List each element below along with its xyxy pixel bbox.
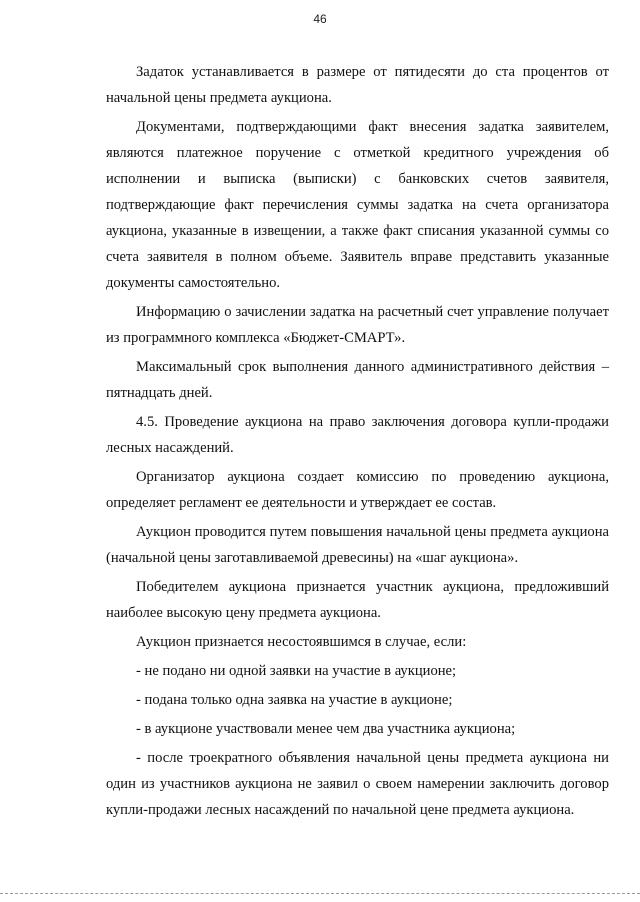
- list-item: - не подано ни одной заявки на участие в аукционе;: [136, 663, 457, 679]
- section-heading-4-5: 4.5. Проведение аукциона на право заключения договора купли-продажи лесных насаждений.: [106, 414, 609, 456]
- paragraph-failed-auction: Аукцион признается несостоявшимся в случае, если:: [136, 634, 467, 650]
- paragraph-commission: Организатор аукциона создает комиссию по проведению аукциона, определяет регламент ее деятельности и утверждает ее состав.: [106, 469, 609, 511]
- list-item: - в аукционе участвовали менее чем два участника аукциона;: [136, 721, 516, 737]
- list-item: - после троекратного объявления начальной цены предмета аукциона ни один из участников аукциона не заявил о своем намерении заключить договор купли-продажи лесных насаждений по начальной цене предмета аукциона.: [106, 750, 609, 818]
- paragraph-deposit-size: Задаток устанавливается в размере от пятидесяти до ста процентов от начальной цены предмета аукциона.: [106, 64, 609, 106]
- paragraph-winner: Победителем аукциона признается участник аукциона, предложивший наиболее высокую цену предмета аукциона.: [106, 579, 609, 621]
- page-bottom-divider: [0, 893, 640, 894]
- paragraph-max-term: Максимальный срок выполнения данного административного действия – пятнадцать дней.: [106, 359, 609, 401]
- paragraph-auction-procedure: Аукцион проводится путем повышения начальной цены предмета аукциона (начальной цены заготавливаемой древесины) на «шаг аукциона».: [106, 524, 609, 566]
- document-body: [106, 59, 609, 826]
- list-item: - подана только одна заявка на участие в аукционе;: [136, 692, 453, 708]
- paragraph-deposit-documents: Документами, подтверждающими факт внесения задатка заявителем, являются платежное поручение с отметкой кредитного учреждения об исполнении и выписка (выписки) с банковских счетов заявителя, подтверждающие факт перечисления суммы задатка на счета организатора аукциона, указанные в извещении, а также факт списания указанной суммы со счета заявителя в полном объеме. Заявитель вправе представить указанные документы самостоятельно.: [106, 119, 609, 291]
- paragraph-deposit-info: Информацию о зачислении задатка на расчетный счет управление получает из программного комплекса «Бюджет-СМАРТ».: [106, 304, 609, 346]
- page-number: 46: [313, 12, 327, 26]
